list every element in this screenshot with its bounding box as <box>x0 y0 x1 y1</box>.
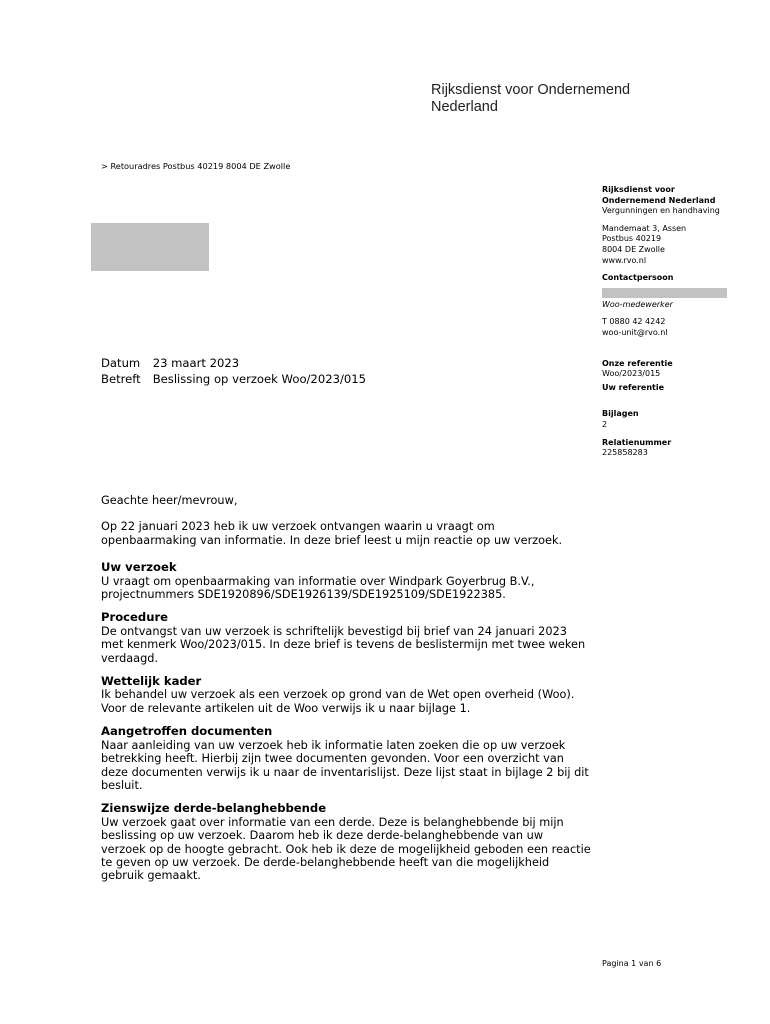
section-documents-found <box>101 725 591 792</box>
section-procedure <box>101 611 591 665</box>
section-text: Uw verzoek gaat over informatie van een derde. Deze is belanghebbende bij mijn beslissing op uw verzoek. Daarom heb ik deze derde-belanghebbende van uw verzoek op de hoogte gebracht. Ook heb ik deze de mogelijkheid geboden een reactie te geven op uw verzoek. De derde-belanghebbende heeft van die mogelijkheid gebruik gemaakt. <box>101 815 591 883</box>
redacted-contact-name <box>602 288 727 298</box>
your-reference-label: Uw referentie <box>602 382 665 392</box>
section-heading: Aangetroffen documenten <box>101 724 273 739</box>
section-heading: Procedure <box>101 610 169 625</box>
department: Vergunningen en handhaving <box>602 206 720 216</box>
sidebar-info <box>602 185 742 459</box>
subject-value: Beslissing op verzoek Woo/2023/015 <box>152 371 366 386</box>
letter-body <box>101 494 591 893</box>
page-number: Pagina 1 van 6 <box>602 959 662 968</box>
our-reference-value: Woo/2023/015 <box>602 369 661 379</box>
org-name-line-1: Rijksdienst voor <box>602 185 675 194</box>
section-third-party-view <box>101 802 591 882</box>
letter-meta <box>101 356 366 387</box>
section-legal-framework <box>101 675 591 715</box>
section-text: Naar aanleiding van uw verzoek heb ik informatie laten zoeken die op uw verzoek betrekking heeft. Hierbij zijn twee documenten gevonden. Voor een overzicht van deze documenten verwijs ik u naar de inventarislijst. Deze lijst staat in bijlage 2 bij dit besluit. <box>101 738 589 792</box>
org-name-line-2: Ondernemend Nederland <box>602 195 716 205</box>
section-heading: Wettelijk kader <box>101 674 202 689</box>
section-request <box>101 561 591 601</box>
redacted-recipient-address <box>91 223 209 271</box>
date-label: Datum <box>101 356 141 370</box>
website: www.rvo.nl <box>602 255 647 265</box>
logo-line-1: Rijksdienst voor Ondernemend <box>431 82 631 98</box>
date-value: 23 maart 2023 <box>152 356 240 370</box>
section-text: Ik behandel uw verzoek als een verzoek op grond van de Wet open overheid (Woo). Voor de relevante artikelen uit de Woo verwijs ik u naar bijlage 1. <box>101 688 575 715</box>
attachments-value: 2 <box>602 419 608 429</box>
relation-number-label: Relatienummer <box>602 437 672 447</box>
attachments-label: Bijlagen <box>602 409 639 419</box>
subject-label: Betreft <box>101 371 141 386</box>
rvo-logo <box>431 82 630 116</box>
return-address: > Retouradres Postbus 40219 8004 DE Zwolle <box>101 161 291 171</box>
contact-role: Woo-medewerker <box>602 299 673 309</box>
intro-paragraph: Op 22 januari 2023 heb ik uw verzoek ontvangen waarin u vraagt om openbaarmaking van informatie. In deze brief leest u mijn reactie op uw verzoek. <box>101 520 563 547</box>
our-reference-label: Onze referentie <box>602 358 673 368</box>
logo-line-2: Nederland <box>431 99 498 115</box>
email: woo-unit@rvo.nl <box>602 327 668 337</box>
salutation: Geachte heer/mevrouw, <box>101 494 238 507</box>
address-line-3: 8004 DE Zwolle <box>602 244 665 254</box>
phone: T 0880 42 4242 <box>602 317 666 327</box>
section-text: U vraagt om openbaarmaking van informatie over Windpark Goyerbrug B.V., projectnummers SDE1920896/SDE1926139/SDE1925109/SDE1922385. <box>101 574 535 602</box>
section-text: De ontvangst van uw verzoek is schriftelijk bevestigd bij brief van 24 januari 2023 met kenmerk Woo/2023/015. In deze brief is tevens de beslistermijn met twee weken verdaagd. <box>101 624 586 665</box>
address-line-1: Mandemaat 3, Assen <box>602 223 687 233</box>
section-heading: Zienswijze derde-belanghebbende <box>101 801 327 816</box>
contact-label: Contactpersoon <box>602 273 674 283</box>
address-line-2: Postbus 40219 <box>602 234 662 244</box>
relation-number-value: 225858283 <box>602 448 648 458</box>
section-heading: Uw verzoek <box>101 560 177 575</box>
